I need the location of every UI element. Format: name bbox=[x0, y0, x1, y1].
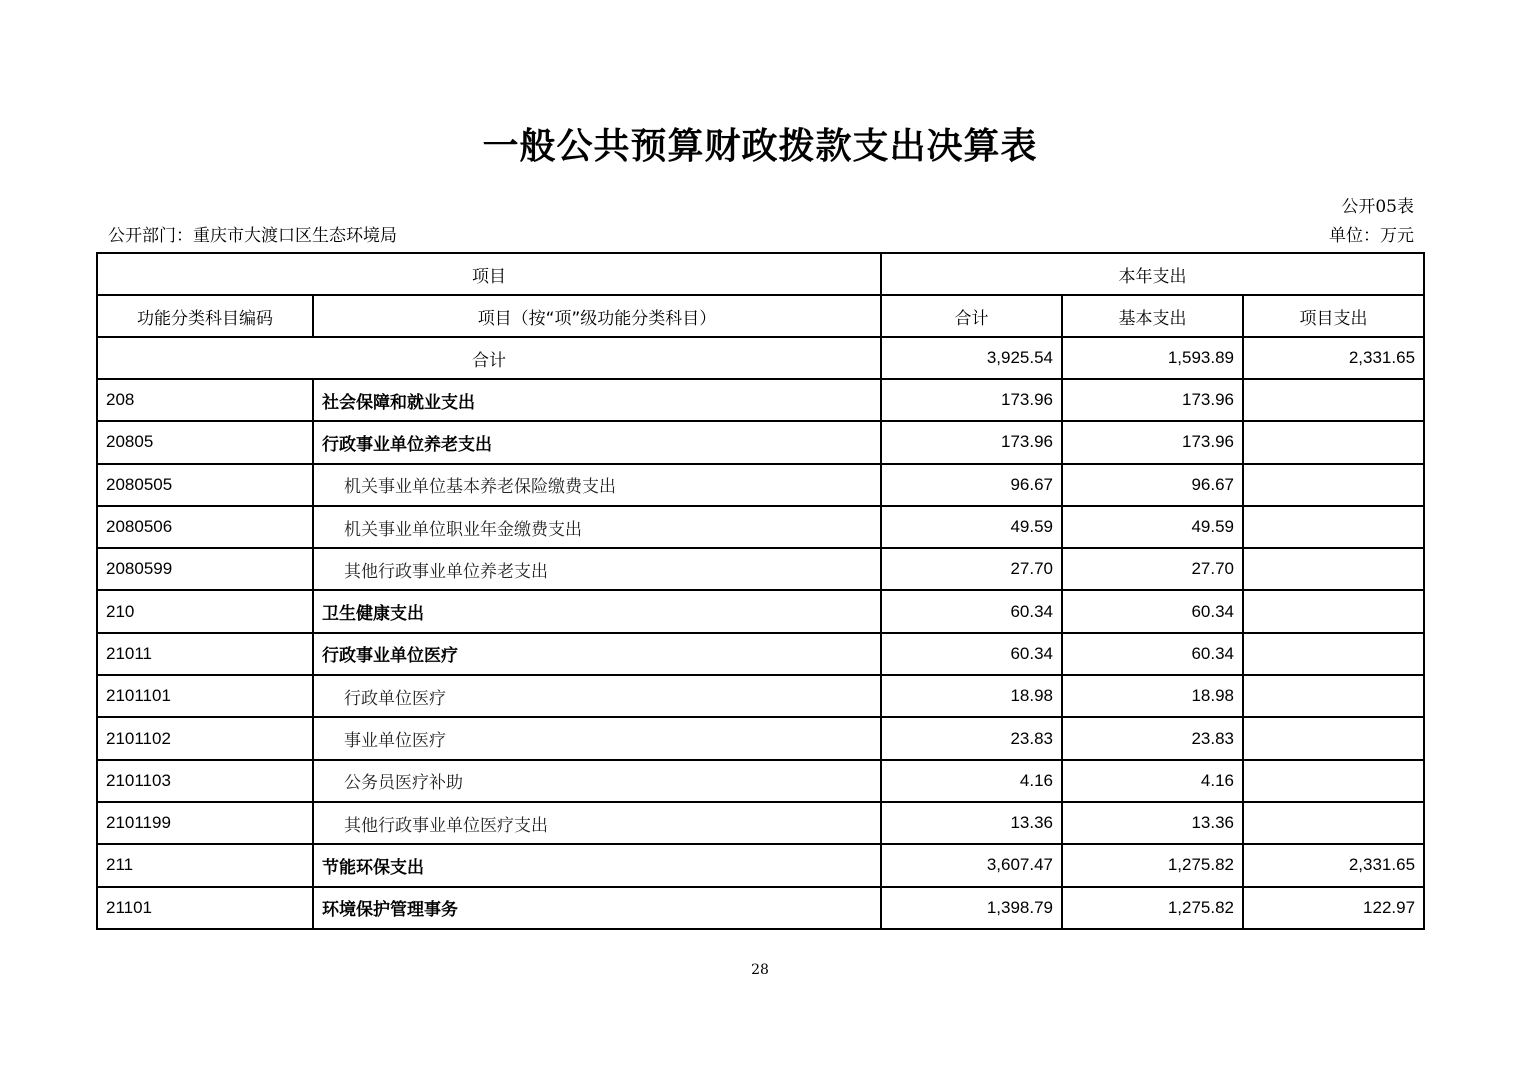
total-row bbox=[97, 337, 1424, 379]
row-basic: 23.83 bbox=[1062, 717, 1243, 759]
row-project-expenditure: 2,331.65 bbox=[1243, 844, 1424, 886]
row-code: 21101 bbox=[97, 887, 313, 929]
row-basic: 18.98 bbox=[1062, 675, 1243, 717]
table-row bbox=[97, 675, 1424, 717]
row-basic: 13.36 bbox=[1062, 802, 1243, 844]
table-row bbox=[97, 506, 1424, 548]
row-basic: 96.67 bbox=[1062, 464, 1243, 506]
row-name: 行政事业单位医疗 bbox=[313, 633, 881, 675]
document-title: 一般公共预算财政拨款支出决算表 bbox=[482, 126, 1038, 167]
total-basic: 1,593.89 bbox=[1062, 337, 1243, 379]
row-code: 2101101 bbox=[97, 675, 313, 717]
row-name: 机关事业单位职业年金缴费支出 bbox=[313, 506, 881, 548]
row-basic: 4.16 bbox=[1062, 760, 1243, 802]
row-total: 96.67 bbox=[881, 464, 1062, 506]
row-code: 2080599 bbox=[97, 548, 313, 590]
header-project-expenditure: 项目支出 bbox=[1243, 295, 1424, 337]
row-code: 210 bbox=[97, 590, 313, 632]
table-row bbox=[97, 802, 1424, 844]
row-total: 13.36 bbox=[881, 802, 1062, 844]
row-name: 其他行政事业单位养老支出 bbox=[313, 548, 881, 590]
row-name: 行政事业单位养老支出 bbox=[313, 421, 881, 463]
row-total: 49.59 bbox=[881, 506, 1062, 548]
header-code: 功能分类科目编码 bbox=[97, 295, 313, 337]
row-project-expenditure bbox=[1243, 802, 1424, 844]
row-project-expenditure bbox=[1243, 590, 1424, 632]
row-project-expenditure bbox=[1243, 421, 1424, 463]
total-label: 合计 bbox=[97, 337, 881, 379]
row-project-expenditure bbox=[1243, 464, 1424, 506]
header-item: 项目（按“项”级功能分类科目） bbox=[313, 295, 881, 337]
table-row bbox=[97, 760, 1424, 802]
row-code: 2101199 bbox=[97, 802, 313, 844]
row-project-expenditure bbox=[1243, 760, 1424, 802]
row-project-expenditure bbox=[1243, 675, 1424, 717]
row-code: 208 bbox=[97, 379, 313, 421]
row-basic: 60.34 bbox=[1062, 633, 1243, 675]
row-code: 211 bbox=[97, 844, 313, 886]
row-total: 3,607.47 bbox=[881, 844, 1062, 886]
row-project-expenditure: 122.97 bbox=[1243, 887, 1424, 929]
row-project-expenditure bbox=[1243, 548, 1424, 590]
table-number: 公开05表 bbox=[1341, 197, 1414, 217]
row-basic: 1,275.82 bbox=[1062, 887, 1243, 929]
row-total: 27.70 bbox=[881, 548, 1062, 590]
header-basic: 基本支出 bbox=[1062, 295, 1243, 337]
unit-label: 单位：万元 bbox=[1329, 226, 1414, 246]
table-row bbox=[97, 717, 1424, 759]
row-project-expenditure bbox=[1243, 379, 1424, 421]
department-label: 公开部门：重庆市大渡口区生态环境局 bbox=[108, 226, 397, 246]
table-row bbox=[97, 844, 1424, 886]
row-total: 173.96 bbox=[881, 421, 1062, 463]
header-current-year: 本年支出 bbox=[881, 253, 1424, 295]
row-name: 公务员医疗补助 bbox=[313, 760, 881, 802]
header-project: 项目 bbox=[97, 253, 881, 295]
table-row bbox=[97, 590, 1424, 632]
table-row bbox=[97, 379, 1424, 421]
row-name: 其他行政事业单位医疗支出 bbox=[313, 802, 881, 844]
row-basic: 173.96 bbox=[1062, 379, 1243, 421]
row-name: 卫生健康支出 bbox=[313, 590, 881, 632]
row-name: 社会保障和就业支出 bbox=[313, 379, 881, 421]
header-total: 合计 bbox=[881, 295, 1062, 337]
row-code: 2101102 bbox=[97, 717, 313, 759]
row-total: 23.83 bbox=[881, 717, 1062, 759]
header-row-1 bbox=[97, 253, 1424, 295]
page-number: 28 bbox=[751, 962, 769, 978]
row-total: 4.16 bbox=[881, 760, 1062, 802]
table-row bbox=[97, 421, 1424, 463]
row-name: 事业单位医疗 bbox=[313, 717, 881, 759]
row-code: 2080506 bbox=[97, 506, 313, 548]
row-name: 机关事业单位基本养老保险缴费支出 bbox=[313, 464, 881, 506]
table-row bbox=[97, 464, 1424, 506]
row-name: 环境保护管理事务 bbox=[313, 887, 881, 929]
row-code: 21011 bbox=[97, 633, 313, 675]
row-project-expenditure bbox=[1243, 633, 1424, 675]
total-total: 3,925.54 bbox=[881, 337, 1062, 379]
total-project-expenditure: 2,331.65 bbox=[1243, 337, 1424, 379]
row-code: 2101103 bbox=[97, 760, 313, 802]
row-basic: 27.70 bbox=[1062, 548, 1243, 590]
table-row bbox=[97, 548, 1424, 590]
row-code: 2080505 bbox=[97, 464, 313, 506]
row-basic: 1,275.82 bbox=[1062, 844, 1243, 886]
table-row bbox=[97, 633, 1424, 675]
row-name: 节能环保支出 bbox=[313, 844, 881, 886]
row-project-expenditure bbox=[1243, 717, 1424, 759]
row-basic: 173.96 bbox=[1062, 421, 1243, 463]
row-total: 60.34 bbox=[881, 633, 1062, 675]
row-code: 20805 bbox=[97, 421, 313, 463]
row-total: 18.98 bbox=[881, 675, 1062, 717]
table-row bbox=[97, 887, 1424, 929]
row-total: 1,398.79 bbox=[881, 887, 1062, 929]
row-name: 行政单位医疗 bbox=[313, 675, 881, 717]
row-total: 173.96 bbox=[881, 379, 1062, 421]
header-row-2 bbox=[97, 295, 1424, 337]
row-project-expenditure bbox=[1243, 506, 1424, 548]
row-basic: 60.34 bbox=[1062, 590, 1243, 632]
row-total: 60.34 bbox=[881, 590, 1062, 632]
expenditure-table bbox=[96, 252, 1425, 930]
row-basic: 49.59 bbox=[1062, 506, 1243, 548]
